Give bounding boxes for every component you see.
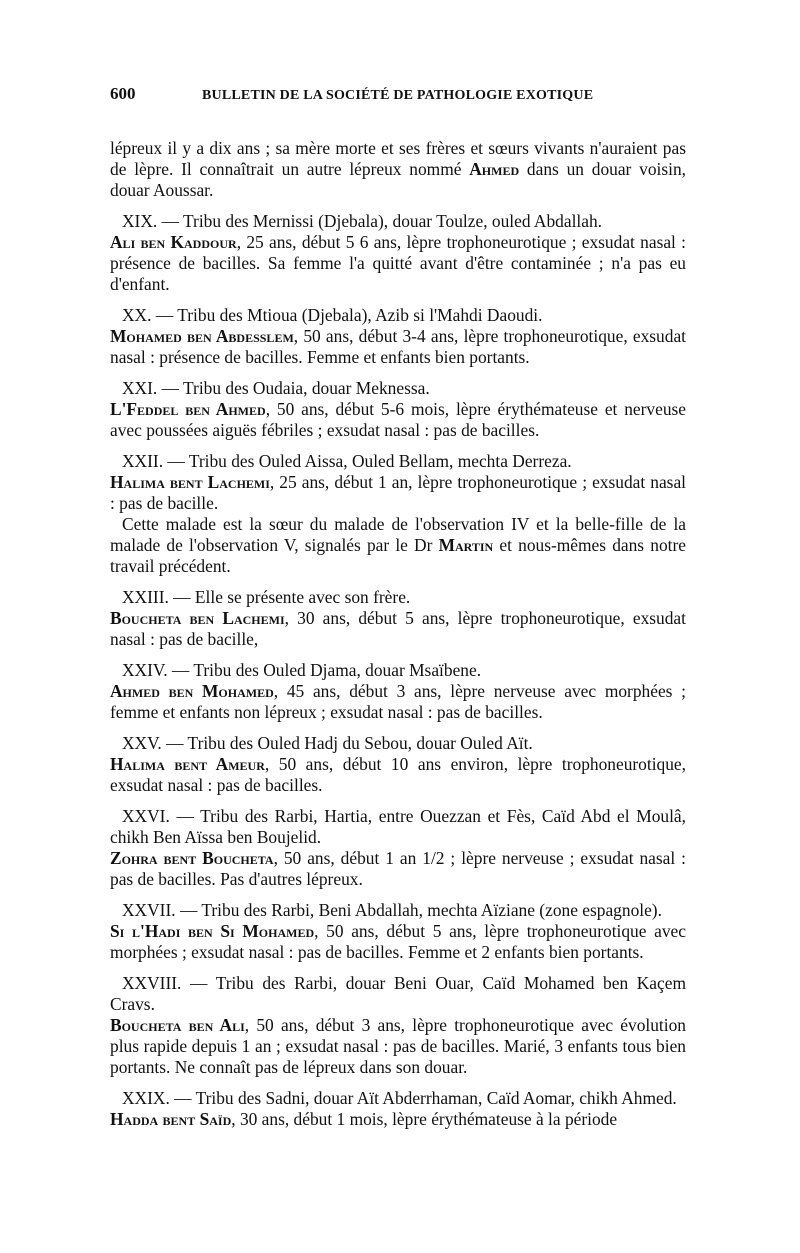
person-name: Ahmed [469, 159, 520, 179]
observation-heading: XX. — Tribu des Mtioua (Djebala), Azib si l'Mahdi Daoudi. [122, 305, 543, 325]
patient-name: Ali ben Kaddour [110, 232, 237, 252]
observation-section [110, 660, 686, 723]
note-text: Cette malade est la sœur du malade de l'observation IV et la belle-fille de la malade de l'observation V, signalés par le Dr [110, 514, 686, 555]
intro-text: lépreux il y a dix ans ; sa mère morte et ses frères et sœurs vivants n'auraient pas de lèpre. Il connaîtrait un autre lépreux nommé [110, 138, 686, 179]
intro-paragraph [110, 138, 686, 201]
patient-name: L'Feddel ben Ahmed [110, 399, 266, 419]
patient-details: , 50 ans, début 3-4 ans, lèpre trophoneurotique, exsudat nasal : présence de bacilles. Femme et enfants bien portants. [110, 326, 686, 367]
patient-entry [110, 1109, 686, 1130]
patient-entry [110, 472, 686, 514]
patient-details: , 25 ans, début 1 an, lèpre trophoneurotique ; exsudat nasal : pas de bacille. [110, 472, 686, 513]
author-name: Martin [438, 535, 494, 555]
document-body [110, 138, 686, 1130]
patient-entry [110, 921, 686, 963]
observation-heading: XXIV. — Tribu des Ouled Djama, douar Msaïbene. [122, 660, 482, 680]
observation-heading: XXIII. — Elle se présente avec son frère. [122, 587, 411, 607]
patient-details: , 30 ans, début 5 ans, lèpre trophoneurotique, exsudat nasal : pas de bacille, [110, 608, 686, 649]
observation-section [110, 900, 686, 963]
patient-details: , 50 ans, début 3 ans, lèpre trophoneurotique avec évolution plus rapide depuis 1 an ; exsudat nasal : pas de bacilles. Marié, 3 enfants tous bien portants. Ne connaît pas de lépreux dans son douar. [110, 1015, 686, 1077]
observation-section [110, 1088, 686, 1130]
patient-name: Zohra bent Boucheta [110, 848, 274, 868]
observation-heading: XXVIII. — Tribu des Rarbi, douar Beni Ouar, Caïd Mohamed ben Kaçem Cravs. [110, 973, 686, 1014]
observation-heading: XXIX. — Tribu des Sadni, douar Aït Abderrhaman, Caïd Aomar, chikh Ahmed. [122, 1088, 677, 1108]
patient-name: Si l'Hadi ben Si Mohamed [110, 921, 315, 941]
patient-name: Ahmed ben Mohamed [110, 681, 274, 701]
patient-entry [110, 326, 686, 368]
observation-section [110, 587, 686, 650]
page-number: 600 [110, 84, 136, 103]
document-page [110, 84, 686, 1130]
patient-entry [110, 1015, 686, 1078]
patient-entry [110, 754, 686, 796]
page-header [110, 84, 686, 104]
observations-list [110, 211, 686, 1130]
intro-text: dans un douar voisin, douar Aoussar. [110, 159, 686, 200]
observation-section [110, 973, 686, 1078]
patient-name: Boucheta ben Ali [110, 1015, 245, 1035]
running-title: BULLETIN DE LA SOCIÉTÉ DE PATHOLOGIE EXOTIQUE [202, 88, 594, 103]
observation-section [110, 451, 686, 577]
observation-heading: XIX. — Tribu des Mernissi (Djebala), douar Toulze, ouled Abdallah. [122, 211, 603, 231]
patient-details: , 50 ans, début 5 ans, lèpre trophoneurotique avec morphées ; exsudat nasal : pas de bacilles. Femme et 2 enfants bien portants. [110, 921, 686, 962]
observation-heading: XXV. — Tribu des Ouled Hadj du Sebou, douar Ouled Aït. [122, 733, 533, 753]
patient-name: Halima bent Ameur [110, 754, 265, 774]
patient-details: , 50 ans, début 10 ans environ, lèpre trophoneurotique, exsudat nasal : pas de bacilles. [110, 754, 686, 795]
patient-entry [110, 232, 686, 295]
patient-name: Mohamed ben Abdesslem [110, 326, 294, 346]
patient-name: Boucheta ben Lachemi [110, 608, 285, 628]
observation-heading: XXI. — Tribu des Oudaia, douar Meknessa. [122, 378, 430, 398]
observation-section [110, 211, 686, 295]
note-text: et nous-mêmes dans notre travail précédent. [110, 535, 686, 576]
patient-details: , 45 ans, début 3 ans, lèpre nerveuse avec morphées ; femme et enfants non lépreux ; exsudat nasal : pas de bacilles. [110, 681, 686, 722]
observation-section [110, 378, 686, 441]
observation-section [110, 733, 686, 796]
observation-heading: XXII. — Tribu des Ouled Aissa, Ouled Bellam, mechta Derreza. [122, 451, 572, 471]
patient-entry [110, 608, 686, 650]
observation-section [110, 806, 686, 890]
observation-heading: XXVI. — Tribu des Rarbi, Hartia, entre Ouezzan et Fès, Caïd Abd el Moulâ, chikh Ben Aïssa ben Boujelid. [110, 806, 686, 847]
patient-name: Hadda bent Saïd [110, 1109, 232, 1129]
observation-section [110, 305, 686, 368]
patient-details: , 30 ans, début 1 mois, lèpre érythémateuse à la période [231, 1109, 618, 1129]
patient-entry [110, 681, 686, 723]
patient-entry [110, 399, 686, 441]
patient-entry [110, 848, 686, 890]
patient-details: , 25 ans, début 5 6 ans, lèpre trophoneurotique ; exsudat nasal : présence de bacilles. Sa femme l'a quitté avant d'être contaminée ; n'a pas eu d'enfant. [110, 232, 687, 294]
patient-name: Halima bent Lachemi [110, 472, 270, 492]
patient-details: , 50 ans, début 5-6 mois, lèpre érythémateuse et nerveuse avec poussées aiguës fébriles ; exsudat nasal : pas de bacilles. [110, 399, 687, 440]
observation-note [110, 514, 686, 577]
observation-heading: XXVII. — Tribu des Rarbi, Beni Abdallah, mechta Aïziane (zone espagnole). [122, 900, 662, 920]
patient-details: , 50 ans, début 1 an 1/2 ; lèpre nerveuse ; exsudat nasal : pas de bacilles. Pas d'autres lépreux. [110, 848, 686, 889]
